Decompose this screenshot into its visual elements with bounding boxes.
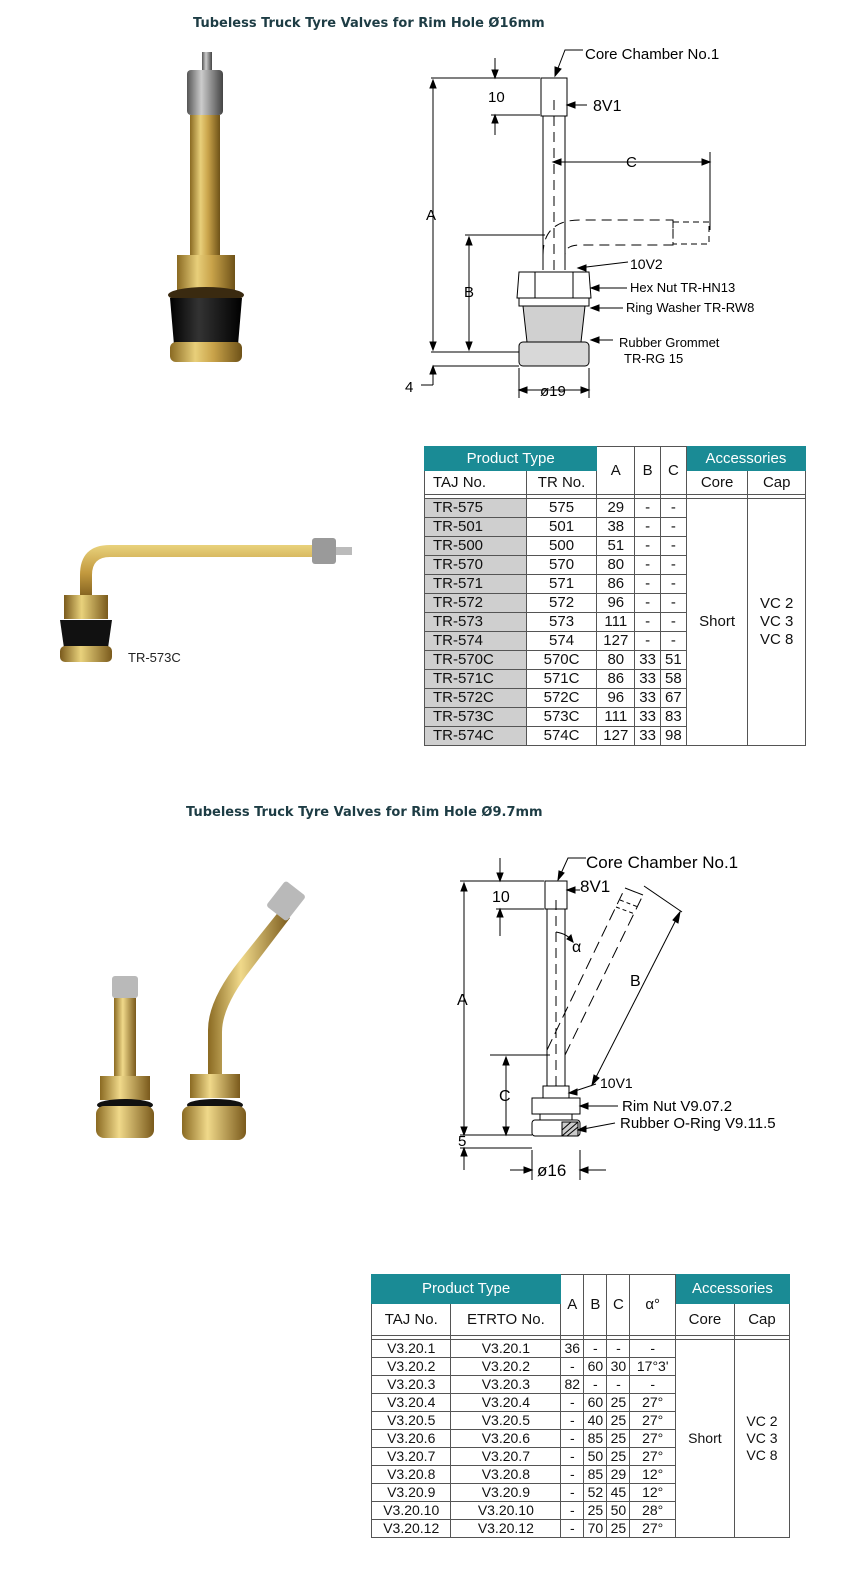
spec-table-9-7mm xyxy=(371,1274,790,1538)
table-cell: - xyxy=(661,537,687,556)
table-cell: V3.20.8 xyxy=(451,1466,561,1484)
table-cell: - xyxy=(561,1394,584,1412)
table-cell: 50 xyxy=(607,1502,630,1520)
cap-value: VC 3 xyxy=(760,613,794,630)
header-tr-no: TR No. xyxy=(526,471,597,495)
table-cell: 575 xyxy=(526,499,597,518)
ring-washer-label: Ring Washer TR-RW8 xyxy=(626,300,755,315)
table-cell: 98 xyxy=(661,727,687,746)
table-cell: - xyxy=(635,594,661,613)
valve-drawing-16mm xyxy=(395,40,775,410)
table-cell: 25 xyxy=(607,1394,630,1412)
table-cell: 85 xyxy=(584,1466,607,1484)
table-cell: V3.20.1 xyxy=(451,1340,561,1358)
table-cell: - xyxy=(635,518,661,537)
table-cell: 38 xyxy=(597,518,635,537)
table-cell: V3.20.5 xyxy=(372,1412,451,1430)
table-cell: - xyxy=(635,575,661,594)
rubber-grommet-code: TR-RG 15 xyxy=(624,351,684,366)
table-cell: - xyxy=(661,518,687,537)
table-cell: V3.20.9 xyxy=(451,1484,561,1502)
table-cell: 25 xyxy=(607,1520,630,1538)
dim-16-label: ø16 xyxy=(537,1161,567,1180)
header-c-2: C xyxy=(607,1275,630,1336)
cap-value: VC 3 xyxy=(746,1430,778,1446)
table-cell: 570 xyxy=(526,556,597,575)
dim-a-label-2: A xyxy=(457,992,468,1009)
photo-caption-tr573c: TR-573C xyxy=(128,650,181,665)
table-cell: V3.20.12 xyxy=(451,1520,561,1538)
table-cell: 80 xyxy=(597,651,635,670)
table-cell: TR-575 xyxy=(425,499,527,518)
table-cell: V3.20.1 xyxy=(372,1340,451,1358)
header-a: A xyxy=(597,447,635,495)
table-cell: 573 xyxy=(526,613,597,632)
dim-b-label: B xyxy=(464,284,475,301)
table-cell: - xyxy=(635,499,661,518)
header-product-type: Product Type xyxy=(425,447,597,471)
table-cell: 67 xyxy=(661,689,687,708)
table-cell: TR-570C xyxy=(425,651,527,670)
table-cell: 572C xyxy=(526,689,597,708)
core-value: Short xyxy=(686,499,748,746)
table-cell: TR-570 xyxy=(425,556,527,575)
dim-10-label-2: 10 xyxy=(492,889,510,906)
table-cell: - xyxy=(635,632,661,651)
table-cell: 83 xyxy=(661,708,687,727)
table-cell: 33 xyxy=(635,689,661,708)
table-cell: TR-571 xyxy=(425,575,527,594)
table-row xyxy=(425,499,806,518)
cap-value: VC 8 xyxy=(746,1447,778,1463)
table-cell: 85 xyxy=(584,1430,607,1448)
table-row xyxy=(372,1340,790,1358)
dim-10-label: 10 xyxy=(488,89,505,106)
table-cell: - xyxy=(561,1520,584,1538)
table-cell: 58 xyxy=(661,670,687,689)
table-cell: - xyxy=(661,499,687,518)
table-cell: - xyxy=(561,1484,584,1502)
table-cell: - xyxy=(561,1466,584,1484)
table-cell: V3.20.6 xyxy=(451,1430,561,1448)
table-cell: TR-573C xyxy=(425,708,527,727)
table-cell: 51 xyxy=(597,537,635,556)
table-cell: 27° xyxy=(630,1520,675,1538)
header-alpha: α° xyxy=(630,1275,675,1336)
table-cell: 60 xyxy=(584,1358,607,1376)
table-cell: 86 xyxy=(597,575,635,594)
table-cell: - xyxy=(630,1376,675,1394)
table-cell: 570C xyxy=(526,651,597,670)
section1-title: Tubeless Truck Tyre Valves for Rim Hole Ø16mm xyxy=(193,16,545,31)
table-cell: 571C xyxy=(526,670,597,689)
table-cell: 127 xyxy=(597,632,635,651)
cap-value: VC 2 xyxy=(746,1413,778,1429)
table-cell: V3.20.8 xyxy=(372,1466,451,1484)
rim-nut-label: Rim Nut V9.07.2 xyxy=(622,1098,733,1115)
table-cell: TR-574 xyxy=(425,632,527,651)
table-cell: - xyxy=(607,1340,630,1358)
table-cell: V3.20.3 xyxy=(372,1376,451,1394)
table-cell: 30 xyxy=(607,1358,630,1376)
table-cell: 96 xyxy=(597,689,635,708)
table-cell: TR-501 xyxy=(425,518,527,537)
table-cell: - xyxy=(635,556,661,575)
table-cell: 50 xyxy=(584,1448,607,1466)
table-cell: 33 xyxy=(635,727,661,746)
cap-value: VC 2 xyxy=(760,595,794,612)
dim-c-label: C xyxy=(626,154,637,171)
dim-19-label: ø19 xyxy=(540,383,566,400)
core-value: Short xyxy=(675,1340,734,1538)
table-cell: TR-571C xyxy=(425,670,527,689)
table-cell: 33 xyxy=(635,670,661,689)
table-cell: V3.20.7 xyxy=(372,1448,451,1466)
table-cell: 86 xyxy=(597,670,635,689)
table-cell: - xyxy=(661,632,687,651)
table-cell: TR-573 xyxy=(425,613,527,632)
table-cell: V3.20.6 xyxy=(372,1430,451,1448)
table-cell: 25 xyxy=(607,1430,630,1448)
dim-c-label-2: C xyxy=(499,1088,511,1105)
table-cell: - xyxy=(584,1340,607,1358)
core-chamber-label: Core Chamber No.1 xyxy=(585,46,720,63)
header-b-2: B xyxy=(584,1275,607,1336)
dim-5-label: 5 xyxy=(458,1133,467,1150)
header-cap: Cap xyxy=(748,471,806,495)
cap-values xyxy=(734,1340,789,1538)
thread-8v1-label: 8V1 xyxy=(593,98,622,115)
table-cell: TR-572C xyxy=(425,689,527,708)
table-cell: - xyxy=(630,1340,675,1358)
spec-table-16mm xyxy=(424,446,806,746)
table-cell: TR-572 xyxy=(425,594,527,613)
table-cell: 500 xyxy=(526,537,597,556)
table-cell: 29 xyxy=(597,499,635,518)
o-ring-label: Rubber O-Ring V9.11.5 xyxy=(620,1115,776,1132)
table-cell: - xyxy=(561,1358,584,1376)
valve-photo-9-7mm xyxy=(90,880,320,1150)
table-cell: 574 xyxy=(526,632,597,651)
table-cell: V3.20.4 xyxy=(372,1394,451,1412)
table-cell: - xyxy=(561,1502,584,1520)
table-cell: TR-500 xyxy=(425,537,527,556)
dim-a-label: A xyxy=(426,207,437,224)
thread-8v1-label-2: 8V1 xyxy=(580,877,611,896)
table-cell: 12° xyxy=(630,1466,675,1484)
table-cell: - xyxy=(607,1376,630,1394)
header-b: B xyxy=(635,447,661,495)
table-cell: 27° xyxy=(630,1430,675,1448)
table-cell: 573C xyxy=(526,708,597,727)
table-cell: 45 xyxy=(607,1484,630,1502)
table-cell: 28° xyxy=(630,1502,675,1520)
table-cell: V3.20.10 xyxy=(451,1502,561,1520)
table-cell: 572 xyxy=(526,594,597,613)
valve-drawing-9-7mm xyxy=(440,850,800,1190)
table-cell: V3.20.5 xyxy=(451,1412,561,1430)
dim-b-label-2: B xyxy=(630,973,641,990)
valve-photo-straight-16mm xyxy=(150,50,260,370)
header-a-2: A xyxy=(561,1275,584,1336)
header-product-type-2: Product Type xyxy=(372,1275,561,1304)
table-cell: 70 xyxy=(584,1520,607,1538)
header-c: C xyxy=(661,447,687,495)
header-cap-2: Cap xyxy=(734,1304,789,1336)
header-etrto-no: ETRTO No. xyxy=(451,1304,561,1336)
table-cell: 17°3' xyxy=(630,1358,675,1376)
valve-photo-bent-tr573c xyxy=(50,530,360,670)
section2-title: Tubeless Truck Tyre Valves for Rim Hole Ø9.7mm xyxy=(186,805,543,820)
dim-alpha-label: α xyxy=(572,939,582,956)
table-cell: V3.20.7 xyxy=(451,1448,561,1466)
table-cell: 12° xyxy=(630,1484,675,1502)
table-cell: 33 xyxy=(635,708,661,727)
header-core: Core xyxy=(686,471,748,495)
table-cell: V3.20.10 xyxy=(372,1502,451,1520)
table-cell: 127 xyxy=(597,727,635,746)
table-cell: V3.20.9 xyxy=(372,1484,451,1502)
table-cell: 25 xyxy=(607,1448,630,1466)
table-cell: 111 xyxy=(597,708,635,727)
rubber-grommet-label: Rubber Grommet xyxy=(619,335,720,350)
table-cell: 52 xyxy=(584,1484,607,1502)
table-cell: 33 xyxy=(635,651,661,670)
header-accessories-2: Accessories xyxy=(675,1275,789,1304)
table-cell: 60 xyxy=(584,1394,607,1412)
table-cell: - xyxy=(561,1448,584,1466)
table-cell: 25 xyxy=(584,1502,607,1520)
table-cell: 571 xyxy=(526,575,597,594)
table-cell: - xyxy=(661,556,687,575)
table-cell: TR-574C xyxy=(425,727,527,746)
cap-values xyxy=(748,499,806,746)
thread-10v2-label: 10V2 xyxy=(630,256,663,272)
header-accessories: Accessories xyxy=(686,447,805,471)
table-cell: - xyxy=(584,1376,607,1394)
table-cell: V3.20.12 xyxy=(372,1520,451,1538)
table-cell: - xyxy=(661,575,687,594)
table-cell: - xyxy=(661,594,687,613)
table-cell: 501 xyxy=(526,518,597,537)
hex-nut-label: Hex Nut TR-HN13 xyxy=(630,280,736,295)
header-taj-no-2: TAJ No. xyxy=(372,1304,451,1336)
table-cell: - xyxy=(561,1412,584,1430)
table-cell: V3.20.4 xyxy=(451,1394,561,1412)
core-chamber-label-2: Core Chamber No.1 xyxy=(586,853,739,872)
header-taj-no: TAJ No. xyxy=(425,471,527,495)
table-cell: 574C xyxy=(526,727,597,746)
table-cell: 111 xyxy=(597,613,635,632)
thread-10v1-label: 10V1 xyxy=(600,1075,633,1091)
table-cell: V3.20.3 xyxy=(451,1376,561,1394)
table-cell: V3.20.2 xyxy=(451,1358,561,1376)
table-cell: 27° xyxy=(630,1448,675,1466)
table-cell: 51 xyxy=(661,651,687,670)
table-cell: 29 xyxy=(607,1466,630,1484)
table-cell: 82 xyxy=(561,1376,584,1394)
table-cell: - xyxy=(635,537,661,556)
dim-4-label: 4 xyxy=(405,379,414,396)
table-cell: V3.20.2 xyxy=(372,1358,451,1376)
table-cell: 80 xyxy=(597,556,635,575)
table-cell: - xyxy=(561,1430,584,1448)
table-cell: 27° xyxy=(630,1394,675,1412)
table-cell: 36 xyxy=(561,1340,584,1358)
table-cell: - xyxy=(661,613,687,632)
table-cell: 96 xyxy=(597,594,635,613)
table-cell: 25 xyxy=(607,1412,630,1430)
cap-value: VC 8 xyxy=(760,631,794,648)
header-core-2: Core xyxy=(675,1304,734,1336)
table-cell: 40 xyxy=(584,1412,607,1430)
table-cell: 27° xyxy=(630,1412,675,1430)
table-cell: - xyxy=(635,613,661,632)
